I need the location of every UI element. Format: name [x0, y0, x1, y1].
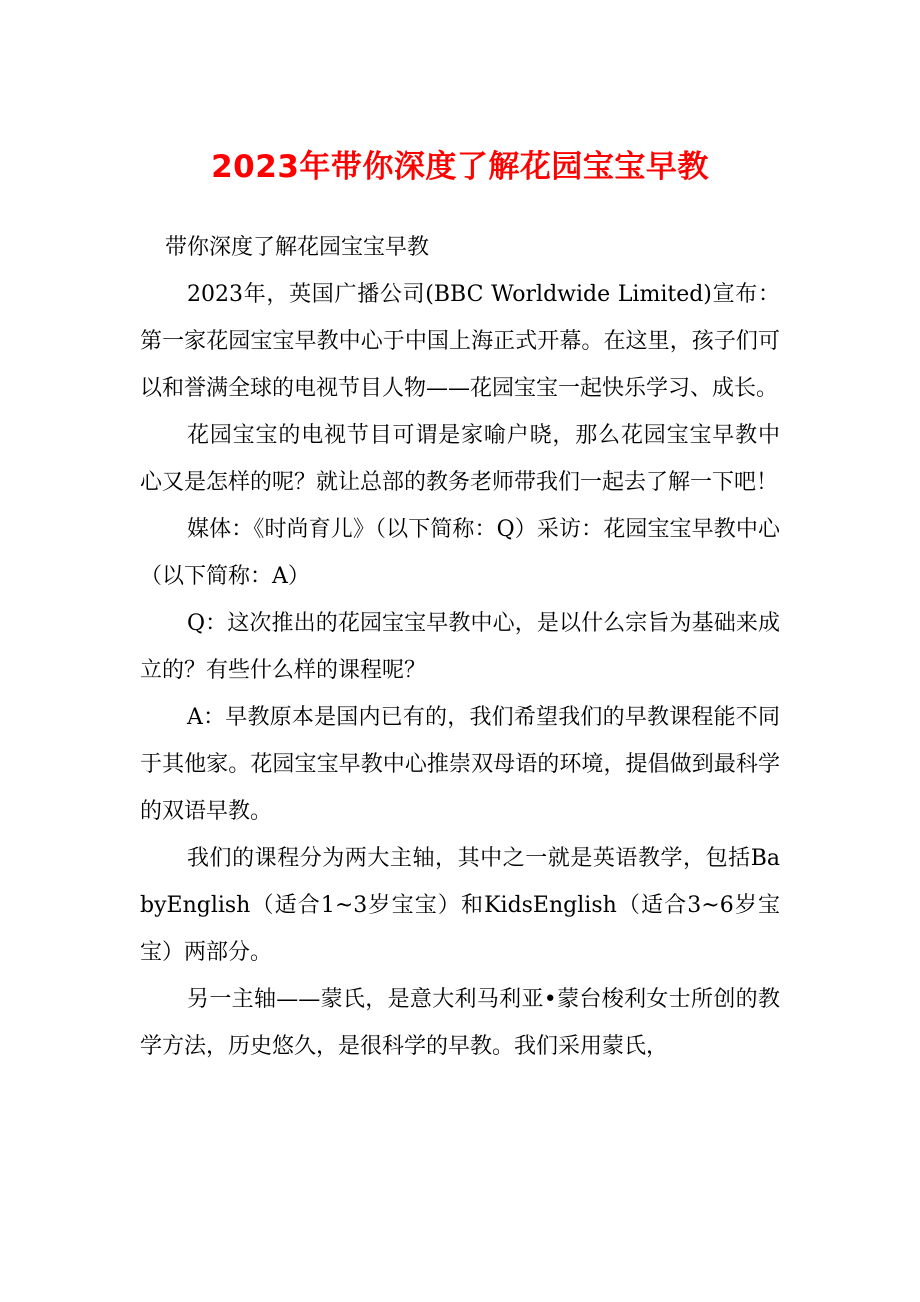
paragraph-intro-question: 花园宝宝的电视节目可谓是家喻户晓，那么花园宝宝早教中心又是怎样的呢？就让总部的教务老师带我们一起去了解一下吧！: [140, 423, 780, 495]
paragraph-announcement: 2023年，英国广播公司(BBC Worldwide Limited)宣布：第一家花园宝宝早教中心于中国上海正式开幕。在这里，孩子们可以和誉满全球的电视节目人物——花园宝宝一起快乐学习、成长。: [140, 282, 780, 401]
document-subtitle: 带你深度了解花园宝宝早教: [165, 235, 430, 260]
paragraph-interview-info: 媒体：《时尚育儿》（以下简称：Q）采访：花园宝宝早教中心（以下简称：A）: [140, 517, 780, 589]
paragraph-course-english: 我们的课程分为两大主轴，其中之一就是英语教学，包括BabyEnglish（适合1~3岁宝宝）和KidsEnglish（适合3~6岁宝宝）两部分。: [140, 846, 780, 965]
document-body: [140, 224, 780, 1070]
paragraph-question-1: Q：这次推出的花园宝宝早教中心，是以什么宗旨为基础来成立的？有些什么样的课程呢？: [140, 611, 780, 683]
paragraph-course-montessori: 另一主轴——蒙氏，是意大利马利亚•蒙台梭利女士所创的教学方法，历史悠久，是很科学的早教。我们采用蒙氏，: [140, 987, 780, 1059]
paragraph-answer-1: A：早教原本是国内已有的，我们希望我们的早教课程能不同于其他家。花园宝宝早教中心推崇双母语的环境，提倡做到最科学的双语早教。: [140, 705, 780, 824]
document-title: 2023年带你深度了解花园宝宝早教: [211, 149, 709, 185]
